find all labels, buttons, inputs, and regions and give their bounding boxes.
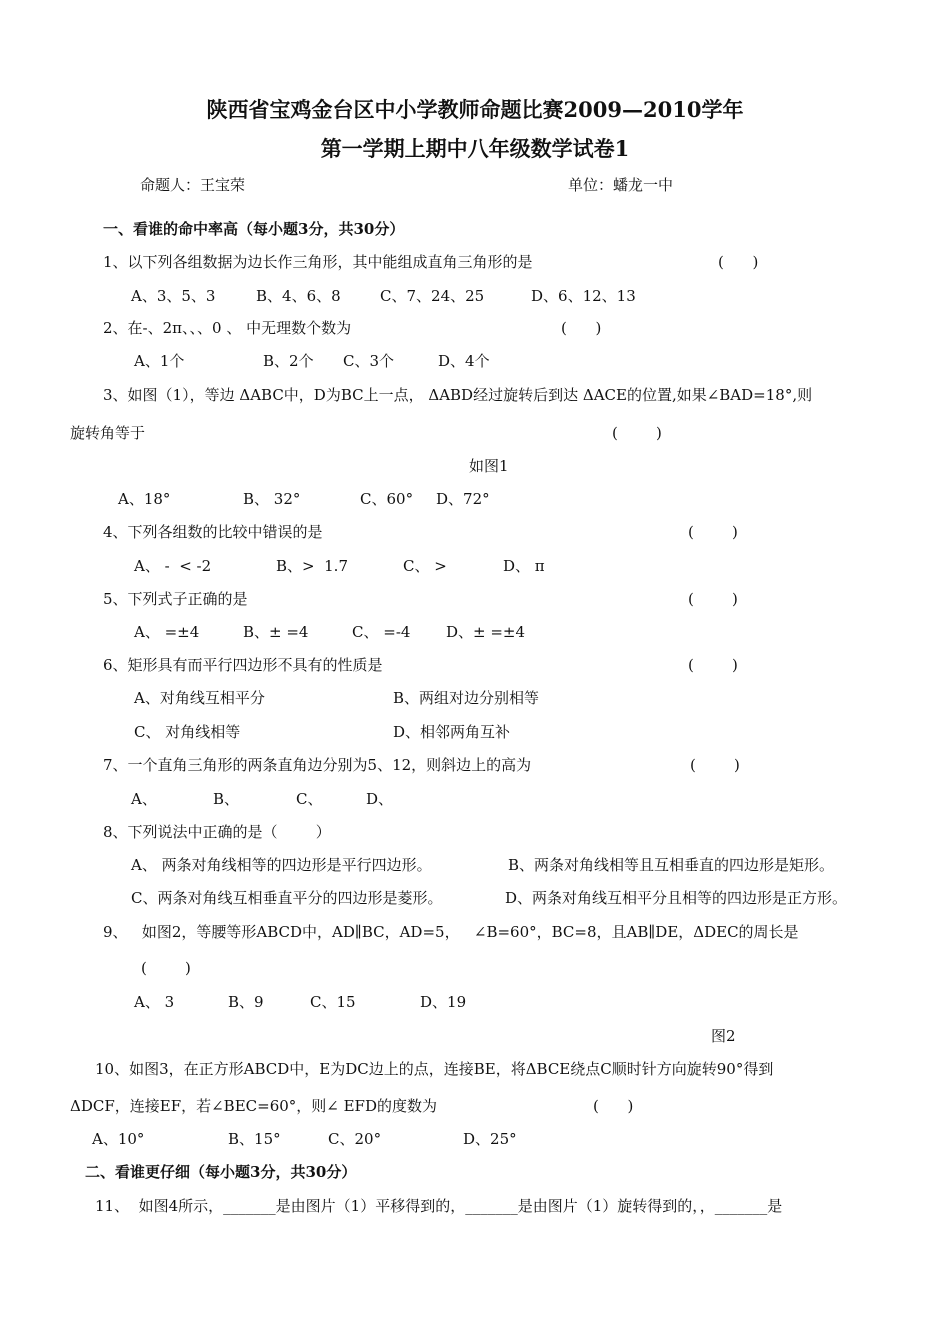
q7-option-b: B、 (213, 790, 240, 808)
question-8-stem: 8、下列说法中正确的是（ ） (103, 823, 331, 841)
question-1-stem: 1、以下列各组数据为边长作三角形，其中能组成直角三角形的是 (103, 253, 533, 271)
q2-option-b: B、2个 (263, 352, 314, 370)
question-6-blank: ( ) (688, 656, 738, 674)
q10-option-d: D、25° (463, 1130, 517, 1148)
q1-option-d: D、6、12、13 (531, 287, 636, 305)
q8-option-a: A、 两条对角线相等的四边形是平行四边形。 (131, 856, 432, 874)
question-3-stem: 3、如图（1），等边 ΔABC中，D为BC上一点， ΔABD经过旋转后到达 ΔACE的位置,如果∠BAD=18°,则 (103, 386, 813, 404)
exam-title-line2: 第一学期上期中八年级数学试卷1 (320, 136, 630, 161)
q10-option-c: C、20° (328, 1130, 382, 1148)
author-label: 命题人：王宝荣 (140, 176, 246, 194)
question-5-stem: 5、下列式子正确的是 (103, 590, 248, 608)
question-4-blank: ( ) (688, 523, 738, 541)
q5-option-c: C、 =-4 (352, 623, 411, 641)
q7-option-a: A、 (131, 790, 157, 808)
question-11-stem: 11、 如图4所示，_______是由图片（1）平移得到的，_______是由图片（1）旋转得到的，，_______是 (95, 1197, 783, 1215)
question-6-stem: 6、矩形具有而平行四边形不具有的性质是 (103, 656, 383, 674)
question-10-stem-cont: ΔDCF，连接EF，若∠BEC=60°，则∠ EFD的度数为 (70, 1097, 437, 1115)
question-2-stem: 2、在-、2π、、、0 、 中无理数个数为 (103, 319, 352, 337)
question-4-stem: 4、下列各组数的比较中错误的是 (103, 523, 323, 541)
question-10-stem: 10、如图3，在正方形ABCD中，E为DC边上的点，连接BE，将ΔBCE绕点C顺时针方向旋转90°得到 (95, 1060, 774, 1078)
q6-option-a: A、对角线互相平分 (134, 689, 265, 707)
q4-option-c: C、 > (403, 557, 447, 575)
q3-option-a: A、18° (118, 490, 171, 508)
question-5-blank: ( ) (688, 590, 738, 608)
section2-title: 二、看谁更仔细（每小题3分，共30分） (85, 1163, 357, 1181)
q10-option-a: A、10° (92, 1130, 145, 1148)
figure-2-caption: 图2 (711, 1027, 736, 1045)
q2-option-c: C、3个 (343, 352, 395, 370)
q6-option-d: D、相邻两角互补 (393, 723, 511, 741)
q3-option-c: C、60° (360, 490, 414, 508)
question-7-stem: 7、一个直角三角形的两条直角边分别为5、12，则斜边上的高为 (103, 756, 532, 774)
q3-option-d: D、72° (436, 490, 490, 508)
question-10-blank: ( ) (593, 1097, 634, 1115)
q6-option-b: B、两组对边分别相等 (393, 689, 540, 707)
q1-option-a: A、3、5、3 (131, 287, 216, 305)
unit-label: 单位：蟠龙一中 (568, 176, 674, 194)
section1-title: 一、看谁的命中率高（每小题3分，共30分） (103, 220, 405, 238)
question-3-stem-cont: 旋转角等于 (70, 424, 146, 442)
q1-option-b: B、4、6、8 (256, 287, 341, 305)
q9-option-a: A、 3 (134, 993, 175, 1011)
q3-option-b: B、 32° (243, 490, 301, 508)
exam-title-line1: 陕西省宝鸡金台区中小学教师命题比赛2009—2010学年 (206, 97, 744, 122)
q6-option-c: C、 对角线相等 (134, 723, 241, 741)
question-9-stem: 9、 如图2，等腰等形ABCD中，AD∥BC，AD=5， ∠B=60°，BC=8，且AB∥DE，ΔDEC的周长是 (103, 923, 799, 941)
q10-option-b: B、15° (228, 1130, 281, 1148)
q8-option-d: D、两条对角线互相平分且相等的四边形是正方形。 (505, 889, 848, 907)
q9-option-d: D、19 (420, 993, 467, 1011)
q2-option-d: D、4个 (438, 352, 490, 370)
question-9-blank: ( ) (141, 959, 191, 977)
q8-option-b: B、两条对角线相等且互相垂直的四边形是矩形。 (508, 856, 835, 874)
q9-option-c: C、15 (310, 993, 356, 1011)
question-1-blank: ( ) (718, 253, 759, 271)
q9-option-b: B、9 (228, 993, 264, 1011)
q7-option-d: D、 (366, 790, 394, 808)
q2-option-a: A、1个 (134, 352, 185, 370)
q4-option-b: B、> 1.7 (276, 557, 348, 575)
q1-option-c: C、7、24、25 (380, 287, 485, 305)
q4-option-a: A、 - < -2 (134, 557, 212, 575)
q5-option-b: B、± =4 (243, 623, 309, 641)
q5-option-d: D、± =±4 (446, 623, 526, 641)
q5-option-a: A、 =±4 (134, 623, 200, 641)
question-7-blank: ( ) (690, 756, 740, 774)
q7-option-c: C、 (296, 790, 323, 808)
figure-1-caption: 如图1 (469, 457, 509, 475)
question-2-blank: ( ) (561, 319, 602, 337)
q8-option-c: C、两条对角线互相垂直平分的四边形是菱形。 (131, 889, 443, 907)
question-3-blank: ( ) (612, 424, 662, 442)
q4-option-d: D、 π (503, 557, 545, 575)
